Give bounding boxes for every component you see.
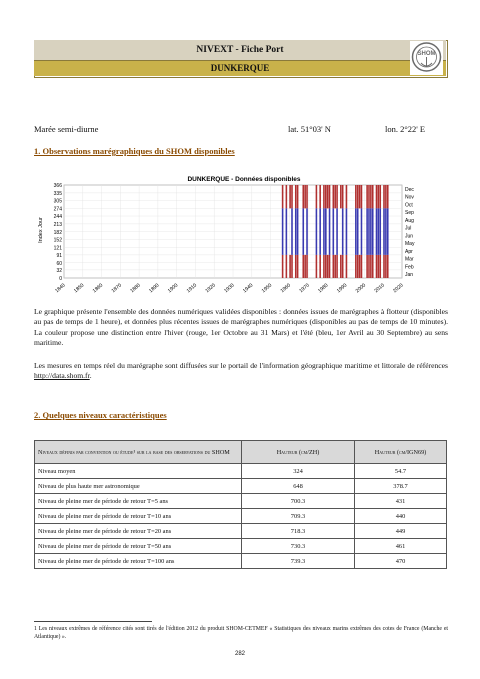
x-tick-label: 2020	[392, 282, 405, 295]
data-cell-hiver	[359, 185, 361, 208]
data-cell-hiver	[368, 255, 370, 278]
paragraph-2-text: Les mesures en temps réel du marégraphe sont diffusées sur le portail de l'information géographique maritime et littorale de références	[34, 361, 448, 370]
data-cell-hiver	[327, 185, 329, 208]
y-tick-label: 60	[56, 260, 62, 267]
data-cell-ete	[333, 208, 335, 255]
y-tick-label: 152	[53, 237, 62, 244]
data-cell-hiver	[325, 255, 327, 278]
data-cell-hiver	[370, 255, 372, 278]
data-cell-hiver	[355, 255, 357, 278]
header-ign: Hauteur (cm/IGN69)	[355, 441, 447, 464]
paragraph-1: Le graphique présente l'ensemble des données numériques validées disponibles : données issues de marégraphes à flotteur (disponibles au pas de temps de 1 heure), et données plus récentes issues de marégraphes numériques (disponibles au pas de temps de 10 minutes). La couleur propose une distinction entre l'hiver (rouge, 1er Octobre au 31 Mars) et l'été (bleu, 1er Avril au 30 Septembre) au sens maritime.	[34, 307, 448, 348]
x-tick-label: 1870	[110, 282, 123, 295]
data-cell-hiver	[346, 185, 348, 208]
data-cell-hiver	[336, 185, 338, 208]
data-cell-hiver	[306, 185, 308, 208]
data-shom-link[interactable]: http://data.shom.fr	[34, 371, 90, 381]
month-label: Sep	[405, 210, 414, 217]
table-row	[35, 554, 447, 569]
data-cell-hiver	[387, 185, 389, 208]
y-tick-label: 32	[56, 267, 62, 274]
data-cell-hiver	[368, 185, 370, 208]
month-label: Aug	[405, 217, 414, 224]
data-cell-hiver	[379, 255, 381, 278]
row-ign: 449	[355, 524, 447, 539]
x-tick-label: 1900	[166, 282, 180, 295]
x-tick-label: 1910	[185, 282, 199, 295]
data-cell-ete	[319, 208, 321, 255]
data-cell-hiver	[378, 185, 380, 208]
data-cell-ete	[306, 208, 308, 255]
row-ign: 440	[355, 509, 447, 524]
data-cell-hiver	[383, 185, 385, 208]
data-cell-ete	[355, 208, 357, 255]
data-cell-ete	[329, 208, 331, 255]
data-cell-hiver	[385, 185, 387, 208]
x-tick-label: 1970	[298, 282, 311, 295]
tide-type: Marée semi-diurne	[34, 124, 99, 134]
x-tick-label: 1950	[260, 282, 274, 295]
table-row	[35, 479, 447, 494]
data-cell-ete	[368, 208, 370, 255]
data-cell-hiver	[334, 255, 336, 278]
data-cell-ete	[379, 208, 381, 255]
x-tick-label: 1880	[129, 282, 142, 295]
month-label: Dec	[405, 186, 414, 193]
x-tick-label: 1990	[335, 282, 349, 295]
data-cell-hiver	[355, 185, 357, 208]
x-tick-label: 1960	[279, 282, 292, 295]
month-label: Nov	[405, 194, 414, 201]
row-label: Niveau de plus haute mer astronomique	[35, 479, 242, 494]
header-zh: Hauteur (cm/ZH)	[242, 441, 355, 464]
data-cell-ete	[370, 208, 372, 255]
data-cell-hiver	[302, 255, 304, 278]
data-cell-ete	[316, 208, 318, 255]
footnote-separator	[34, 621, 152, 622]
data-cell-ete	[372, 208, 374, 255]
y-tick-label: 0	[59, 276, 62, 282]
month-label: Mar	[405, 256, 414, 263]
row-zh: 709.3	[242, 509, 355, 524]
y-tick-label: 213	[53, 221, 62, 228]
table-row	[35, 524, 447, 539]
data-cell-hiver	[385, 255, 387, 278]
data-cell-ete	[342, 208, 344, 255]
data-cell-hiver	[304, 255, 306, 278]
y-tick-label: 305	[53, 198, 62, 205]
data-cell-ete	[378, 208, 380, 255]
data-cell-ete	[286, 208, 288, 255]
data-cell-hiver	[291, 185, 293, 208]
row-label: Niveau de pleine mer de période de retour T=50 ans	[35, 539, 242, 554]
x-tick-label: 1890	[148, 282, 161, 295]
row-zh: 324	[242, 464, 355, 479]
data-cell-hiver	[319, 255, 321, 278]
x-tick-label: 1860	[91, 282, 105, 295]
y-tick-label: 182	[53, 229, 62, 236]
data-cell-hiver	[325, 185, 327, 208]
longitude: lon. 2°22' E	[385, 124, 426, 134]
port-name: DUNKERQUE	[34, 61, 446, 76]
data-cell-hiver	[327, 255, 329, 278]
data-cell-hiver	[340, 185, 342, 208]
levels-table	[34, 440, 447, 569]
row-zh: 648	[242, 479, 355, 494]
data-cell-hiver	[295, 185, 297, 208]
section-1-title: 1. Observations marégraphiques du SHOM disponibles	[34, 146, 235, 156]
data-cell-ete	[366, 208, 368, 255]
data-cell-ete	[361, 208, 363, 255]
data-cell-hiver	[342, 185, 344, 208]
header-levels: Niveaux définis par convention ou étude¹ sur la base des observations du SHOM	[35, 441, 242, 464]
row-label: Niveau de pleine mer de période de retour T=5 ans	[35, 494, 242, 509]
x-tick-label: 1930	[223, 282, 236, 295]
row-zh: 739.3	[242, 554, 355, 569]
table-header	[35, 441, 447, 464]
x-tick-label: 1840	[54, 282, 67, 295]
data-cell-hiver	[361, 255, 363, 278]
row-zh: 718.3	[242, 524, 355, 539]
data-cell-hiver	[372, 255, 374, 278]
data-cell-ete	[383, 208, 385, 255]
data-cell-hiver	[304, 185, 306, 208]
month-label: May	[405, 241, 415, 248]
paragraph-2	[34, 361, 448, 382]
month-label: Jul	[405, 225, 412, 232]
data-cell-ete	[346, 208, 348, 255]
data-cell-hiver	[366, 255, 368, 278]
table-row	[35, 464, 447, 479]
data-cell-ete	[357, 208, 359, 255]
data-cell-hiver	[346, 255, 348, 278]
row-ign: 470	[355, 554, 447, 569]
row-ign: 378.7	[355, 479, 447, 494]
x-tick-label: 1920	[204, 282, 217, 295]
section-2-title: 2. Quelques niveaux caractéristiques	[34, 410, 167, 420]
data-availability-chart	[34, 172, 448, 298]
data-cell-hiver	[323, 255, 325, 278]
row-ign: 461	[355, 539, 447, 554]
data-cell-hiver	[379, 185, 381, 208]
data-cell-ete	[297, 208, 299, 255]
row-ign: 54.7	[355, 464, 447, 479]
data-cell-hiver	[319, 185, 321, 208]
data-cell-ete	[302, 208, 304, 255]
month-label: Feb	[405, 264, 414, 271]
data-cell-ete	[282, 208, 284, 255]
data-cell-hiver	[329, 255, 331, 278]
data-cell-hiver	[302, 185, 304, 208]
data-cell-hiver	[336, 255, 338, 278]
data-cell-hiver	[286, 185, 288, 208]
page-title: NIVEXT - Fiche Port	[34, 40, 446, 61]
y-tick-label: 244	[53, 214, 62, 220]
footnote: 1 Les niveaux extrêmes de référence cités sont tirés de l'édition 2012 du produit SHOM-CETMEF « Statistiques des niveaux marins extrêmes des cotes de France (Manche et Atlantique) ».	[34, 626, 448, 640]
row-label: Niveau de pleine mer de période de retour T=100 ans	[35, 554, 242, 569]
data-cell-hiver	[383, 255, 385, 278]
data-cell-hiver	[376, 185, 378, 208]
month-label: Apr	[405, 248, 413, 255]
data-cell-hiver	[334, 185, 336, 208]
data-cell-ete	[336, 208, 338, 255]
data-cell-ete	[385, 208, 387, 255]
data-cell-ete	[291, 208, 293, 255]
data-cell-hiver	[282, 185, 284, 208]
data-cell-hiver	[376, 255, 378, 278]
data-cell-ete	[387, 208, 389, 255]
data-cell-hiver	[340, 255, 342, 278]
latitude: lat. 51°03' N	[288, 124, 331, 134]
data-cell-ete	[323, 208, 325, 255]
y-tick-label: 335	[53, 190, 62, 197]
data-cell-hiver	[333, 185, 335, 208]
logo-text: SHOM	[417, 51, 436, 57]
x-tick-label: 2000	[354, 282, 368, 295]
data-cell-hiver	[359, 255, 361, 278]
month-label: Oct	[405, 202, 413, 209]
data-cell-hiver	[342, 255, 344, 278]
data-cell-hiver	[297, 185, 299, 208]
x-tick-label: 1940	[241, 282, 255, 295]
data-cell-hiver	[289, 185, 291, 208]
row-ign: 431	[355, 494, 447, 509]
data-cell-hiver	[286, 255, 288, 278]
data-cell-hiver	[282, 255, 284, 278]
table-row	[35, 539, 447, 554]
y-tick-label: 274	[53, 206, 62, 213]
chart-title: DUNKERQUE - Données disponibles	[187, 176, 301, 183]
data-cell-hiver	[316, 255, 318, 278]
month-label: Jun	[405, 233, 414, 240]
x-tick-label: 1850	[72, 282, 86, 295]
chart-ylabel: Index Jour	[38, 217, 44, 243]
data-cell-hiver	[361, 185, 363, 208]
row-zh: 700.3	[242, 494, 355, 509]
data-cell-ete	[376, 208, 378, 255]
data-cell-hiver	[329, 185, 331, 208]
data-cell-hiver	[370, 185, 372, 208]
table-row	[35, 509, 447, 524]
data-cell-hiver	[306, 255, 308, 278]
month-label: Jan	[405, 272, 414, 279]
data-cell-hiver	[372, 185, 374, 208]
data-cell-hiver	[387, 255, 389, 278]
data-cell-ete	[325, 208, 327, 255]
data-cell-hiver	[289, 255, 291, 278]
x-tick-label: 2010	[373, 282, 386, 295]
data-cell-hiver	[366, 185, 368, 208]
y-tick-label: 366	[53, 183, 62, 189]
data-cell-hiver	[297, 255, 299, 278]
data-cell-hiver	[378, 255, 380, 278]
data-cell-hiver	[357, 185, 359, 208]
data-cell-hiver	[333, 255, 335, 278]
row-label: Niveau de pleine mer de période de retour T=10 ans	[35, 509, 242, 524]
data-cell-hiver	[357, 255, 359, 278]
row-label: Niveau moyen	[35, 464, 242, 479]
data-cell-hiver	[323, 185, 325, 208]
y-tick-label: 91	[56, 252, 62, 259]
shom-logo	[410, 41, 443, 75]
paragraph-2-end: .	[89, 371, 92, 381]
data-cell-hiver	[291, 255, 293, 278]
data-cell-hiver	[295, 255, 297, 278]
data-cell-hiver	[316, 185, 318, 208]
table-row	[35, 494, 447, 509]
y-tick-label: 121	[53, 245, 62, 252]
page-number: 282	[234, 651, 245, 657]
x-tick-label: 1980	[317, 282, 330, 295]
data-cell-ete	[295, 208, 297, 255]
row-label: Niveau de pleine mer de période de retour T=20 ans	[35, 524, 242, 539]
row-zh: 730.3	[242, 539, 355, 554]
